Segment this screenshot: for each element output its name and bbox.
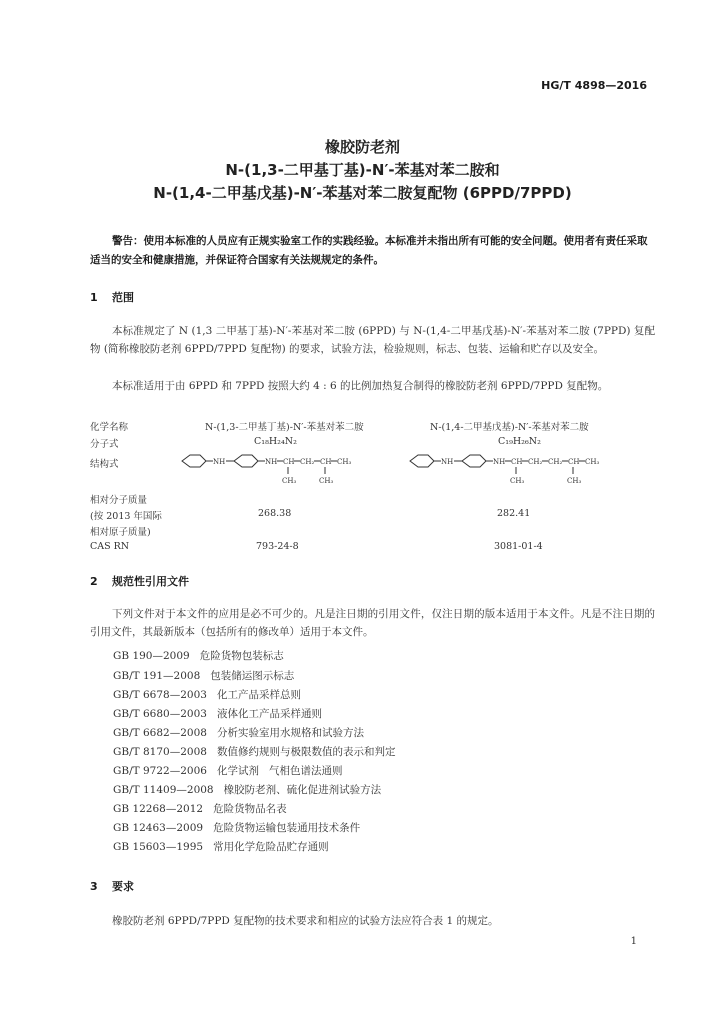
reference-item: GB/T 191—2008 包装储运图示标志 (113, 670, 295, 682)
label-mw-line-3: 相对原子质量) (90, 527, 151, 538)
section-1-paragraph-1: 本标准规定了 N (1,3 二甲基丁基)-N′-苯基对苯二胺 (6PPD) 与 N-(1,4-二甲基戊基)-N′-苯基对苯二胺 (7PPD) 复配物 (简称橡胶防老剂 6PPD/7PPD 复配物) 的要求，试验方法，检验规则，标志、包装、运输和贮存以及安全。 (90, 325, 655, 355)
label-chemical-name: 化学名称 (90, 422, 129, 433)
ch-label-1: CH (283, 458, 295, 466)
reference-item: GB/T 6680—2003 液体化工产品采样通则 (113, 708, 322, 720)
compound-7ppd-cas: 3081-01-4 (494, 541, 543, 552)
section-3-number: 3 (90, 880, 98, 893)
label-structure: 结构式 (90, 459, 119, 470)
section-1-number: 1 (90, 291, 98, 304)
label-mw-line-1: 相对分子质量 (90, 495, 148, 506)
reference-item: GB 15603—1995 常用化学危险品贮存通则 (113, 841, 329, 853)
reference-item: GB/T 8170—2008 数值修约规则与极限数值的表示和判定 (113, 746, 396, 758)
section-2-number: 2 (90, 575, 98, 588)
phenyl-ring (410, 455, 434, 467)
compound-7ppd-name: N-(1,4-二甲基戊基)-N′-苯基对苯二胺 (430, 422, 589, 433)
reference-item: GB/T 6678—2003 化工产品采样总则 (113, 689, 301, 701)
section-1-paragraph-2: 本标准适用于由 6PPD 和 7PPD 按照大约 4 : 6 的比例加热复合制得的橡胶防老剂 6PPD/7PPD 复配物。 (112, 380, 609, 392)
ch3-label-2: CH₃ (282, 477, 297, 485)
ch3-label-2: CH₃ (510, 477, 525, 485)
reference-item: GB/T 11409—2008 橡胶防老剂、硫化促进剂试验方法 (113, 784, 382, 796)
ch3-label-3: CH₃ (567, 477, 582, 485)
reference-item: GB 12268—2012 危险货物品名表 (113, 803, 287, 815)
nh-label-1: NH (213, 458, 226, 466)
label-mw-line-2: (按 2013 年国际 (90, 511, 162, 522)
section-3-heading (90, 878, 134, 894)
ch3-label-1: CH₃ (337, 458, 352, 466)
ch3-label-3: CH₃ (319, 477, 334, 485)
structure-7ppd (404, 447, 654, 489)
ch3-label-1: CH₃ (585, 458, 600, 466)
section-1-heading (90, 289, 134, 305)
ch2-label-2: CH₂ (548, 458, 563, 466)
compound-7ppd-mw: 282.41 (497, 508, 531, 519)
compound-6ppd-formula: C₁₈H₂₄N₂ (254, 436, 297, 447)
ch2-label: CH₂ (300, 458, 315, 466)
compound-6ppd-cas: 793-24-8 (256, 541, 299, 552)
phenylene-ring (462, 455, 486, 467)
compound-6ppd-mw: 268.38 (258, 508, 292, 519)
section-2-heading (90, 573, 189, 589)
reference-item: GB 190—2009 危险货物包装标志 (113, 650, 284, 662)
title-line-1: 橡胶防老剂 (324, 138, 400, 156)
ch-label-2: CH (320, 458, 332, 466)
structure-6ppd (176, 447, 396, 489)
nh-label-2: NH (493, 458, 506, 466)
title-line-3: N-(1,4-二甲基戊基)-N′-苯基对苯二胺复配物 (6PPD/7PPD) (153, 184, 572, 202)
page-number: 1 (630, 936, 637, 947)
warning-paragraph: 警告：使用本标准的人员应有正规实验室工作的实践经验。本标准并未指出所有可能的安全问题。使用者有责任采取适当的安全和健康措施，并保证符合国家有关法规规定的条件。 (90, 235, 648, 266)
label-formula: 分子式 (90, 439, 119, 450)
reference-item: GB 12463—2009 危险货物运输包装通用技术条件 (113, 822, 361, 834)
ch-label-2: CH (568, 458, 580, 466)
ch2-label-1: CH₂ (528, 458, 543, 466)
section-3-title: 要求 (112, 880, 134, 893)
compound-7ppd-formula: C₁₉H₂₆N₂ (498, 436, 541, 447)
section-2-paragraph: 下列文件对于本文件的应用是必不可少的。凡是注日期的引用文件，仅注日期的版本适用于本文件。凡是不注日期的引用文件，其最新版本（包括所有的修改单）适用于本文件。 (90, 608, 655, 638)
reference-item: GB/T 9722—2006 化学试剂 气相色谱法通则 (113, 765, 343, 777)
title-line-2: N-(1,3-二甲基丁基)-N′-苯基对苯二胺和 (225, 161, 500, 179)
document-code: HG/T 4898—2016 (541, 79, 647, 92)
compound-6ppd-name: N-(1,3-二甲基丁基)-N′-苯基对苯二胺 (205, 422, 364, 433)
nh-label-1: NH (441, 458, 454, 466)
section-1-title: 范围 (112, 291, 134, 304)
reference-item: GB/T 6682—2008 分析实验室用水规格和试验方法 (113, 727, 364, 739)
nh-label-2: NH (265, 458, 278, 466)
section-3-paragraph: 橡胶防老剂 6PPD/7PPD 复配物的技术要求和相应的试验方法应符合表 1 的规定。 (112, 915, 499, 927)
ch-label-1: CH (511, 458, 523, 466)
phenyl-ring (182, 455, 206, 467)
section-2-title: 规范性引用文件 (112, 575, 189, 588)
phenylene-ring (234, 455, 258, 467)
label-cas: CAS RN (90, 541, 130, 552)
